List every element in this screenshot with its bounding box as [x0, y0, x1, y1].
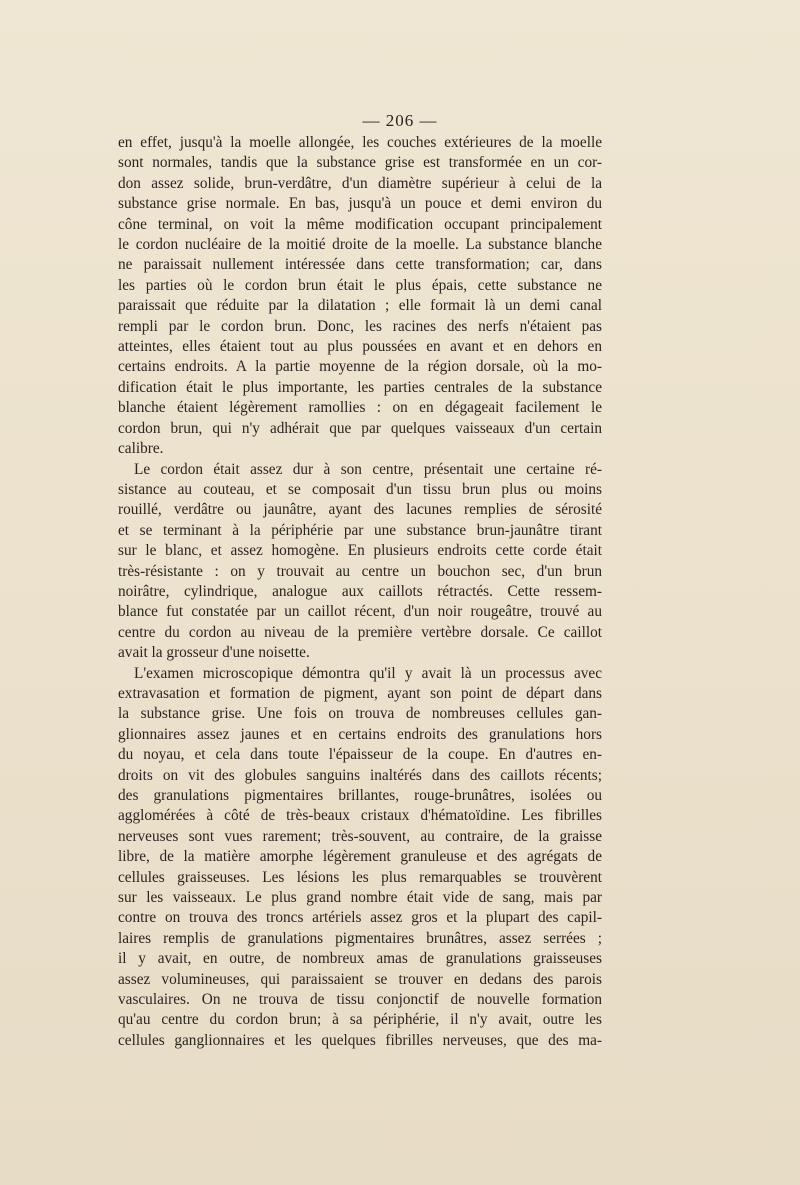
body-text: [118, 133, 602, 1051]
text-line: le cordon nucléaire de la moitié droite de la moelle. La substance blanche: [118, 236, 602, 254]
text-line: sur le blanc, et assez homogène. En plusieurs endroits cette corde était: [118, 542, 602, 560]
text-line: rempli par le cordon brun. Donc, les racines des nerfs n'étaient pas: [118, 317, 602, 335]
text-line: qu'au centre du cordon brun; à sa périphérie, il n'y avait, outre les: [118, 1011, 602, 1029]
paragraph: [118, 664, 602, 1052]
text-line: blanche étaient légèrement ramollies : on en dégageait facilement le: [118, 399, 602, 417]
text-line: des granulations pigmentaires brillantes, rouge-brunâtres, isolées ou: [118, 787, 602, 804]
paragraph: [118, 460, 602, 664]
text-line: les parties où le cordon brun était le plus épais, cette substance ne: [118, 276, 602, 294]
text-line: nerveuses sont vues rarement; très-souvent, au contraire, de la graisse: [118, 827, 602, 845]
text-line: don assez solide, brun-verdâtre, d'un diamètre supérieur à celui de la: [118, 174, 602, 192]
text-line: en effet, jusqu'à la moelle allongée, les couches extérieures de la moelle: [118, 134, 602, 151]
text-line: avait la grosseur d'une noisette.: [118, 644, 310, 662]
text-line: cordon brun, qui n'y adhérait que par quelques vaisseaux d'un certain: [118, 419, 602, 437]
text-line: noirâtre, cylindrique, analogue aux caillots rétractés. Cette ressem-: [118, 582, 602, 600]
text-line: glionnaires assez jaunes et en certains endroits des granulations hors: [118, 725, 602, 743]
text-line: droits on vit des globules sanguins inaltérés dans des caillots récents;: [118, 766, 602, 784]
text-line: cône terminal, on voit la même modification occupant principalement: [118, 215, 602, 233]
text-line: Le cordon était assez dur à son centre, présentait une certaine ré-: [134, 460, 602, 478]
text-line: dification était le plus importante, les parties centrales de la substance: [118, 378, 602, 396]
text-line: sur les vaisseaux. Le plus grand nombre était vide de sang, mais par: [118, 889, 602, 907]
text-line: cellules ganglionnaires et les quelques fibrilles nerveuses, que des ma-: [118, 1031, 602, 1049]
text-line: du noyau, et cela dans toute l'épaisseur de la coupe. En d'autres en-: [118, 746, 602, 764]
text-line: sistance au couteau, et se composait d'un tissu brun plus ou moins: [118, 480, 602, 498]
text-line: sont normales, tandis que la substance grise est transformée en un cor-: [118, 154, 602, 172]
text-line: libre, de la matière amorphe légèrement granuleuse et des agrégats de: [118, 848, 602, 866]
text-line: agglomérées à côté de très-beaux cristaux d'hématoïdine. Les fibrilles: [118, 807, 602, 825]
text-line: paraissait que réduite par la dilatation ; elle formait là un demi canal: [118, 297, 602, 315]
text-line: blance fut constatée par un caillot récent, d'un noir rougeâtre, trouvé au: [118, 603, 602, 621]
text-line: laires remplis de granulations pigmentaires brunâtres, assez serrées ;: [118, 929, 602, 947]
text-line: certains endroits. A la partie moyenne de la région dorsale, où la mo-: [118, 358, 602, 376]
text-line: L'examen microscopique démontra qu'il y avait là un processus avec: [134, 664, 602, 682]
text-line: et se terminant à la périphérie par une substance brun-jaunâtre tirant: [118, 521, 602, 539]
text-line: assez volumineuses, qui paraissaient se trouver en dedans des parois: [118, 970, 602, 988]
text-line: cellules graisseuses. Les lésions les plus remarquables se trouvèrent: [118, 868, 602, 886]
paragraph: [118, 133, 602, 460]
text-line: ne paraissait nullement intéressée dans cette transformation; car, dans: [118, 256, 602, 274]
text-line: substance grise normale. En bas, jusqu'à un pouce et demi environ du: [118, 195, 602, 213]
text-line: calibre.: [118, 440, 164, 458]
text-line: extravasation et formation de pigment, ayant son point de départ dans: [118, 684, 602, 702]
text-line: contre on trouva des troncs artériels assez gros et la plupart des capil-: [118, 909, 602, 927]
text-line: rouillé, verdâtre ou jaunâtre, ayant des lacunes remplies de sérosité: [118, 501, 602, 519]
text-line: la substance grise. Une fois on trouva de nombreuses cellules gan-: [118, 705, 602, 723]
text-line: il y avait, en outre, de nombreux amas de granulations graisseuses: [118, 950, 602, 968]
text-line: centre du cordon au niveau de la première vertèbre dorsale. Ce caillot: [118, 623, 602, 641]
page-number: — 206 —: [362, 111, 438, 130]
text-line: très-résistante : on y trouvait au centre un bouchon sec, d'un brun: [118, 562, 602, 580]
text-line: atteintes, elles étaient tout au plus poussées en avant et en dehors en: [118, 338, 602, 356]
text-line: vasculaires. On ne trouva de tissu conjonctif de nouvelle formation: [118, 991, 602, 1009]
